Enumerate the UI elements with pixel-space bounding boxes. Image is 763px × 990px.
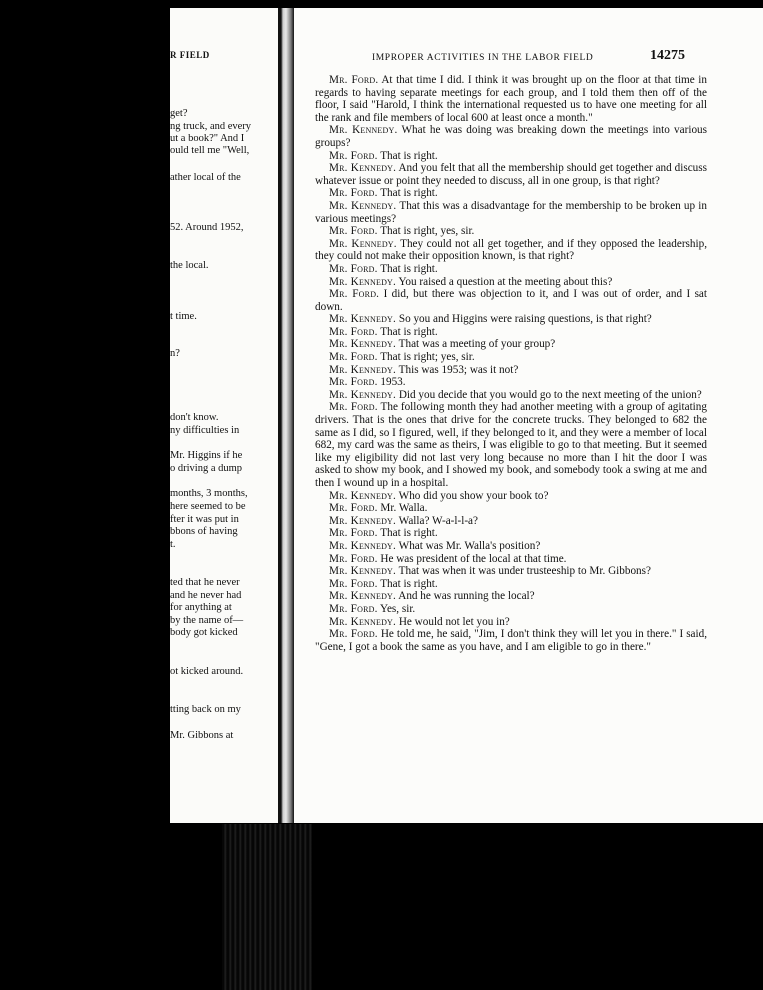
speech-text: That is right.	[380, 527, 438, 540]
speaker-name: Mr. Kennedy.	[329, 514, 397, 527]
speaker-name: Mr. Ford.	[329, 149, 378, 162]
speaker-name: Mr. Kennedy.	[329, 162, 397, 175]
testimony-paragraph	[315, 389, 707, 402]
speaker-name: Mr. Ford.	[329, 187, 378, 200]
testimony-paragraph	[315, 124, 707, 149]
speaker-name: Mr. Kennedy.	[329, 539, 397, 552]
testimony-paragraph	[315, 603, 707, 616]
speech-text: Yes, sir.	[379, 602, 416, 615]
testimony-paragraph	[315, 376, 707, 389]
left-page-line: the local.	[170, 260, 209, 271]
left-page-line: t time.	[170, 311, 197, 322]
speaker-name: Mr. Ford.	[329, 527, 378, 540]
left-page-line: t.	[170, 539, 176, 550]
speaker-name: Mr. Ford.	[329, 225, 378, 238]
speaker-name: Mr. Kennedy.	[329, 313, 397, 326]
speech-text: He would not let you in?	[398, 615, 510, 628]
speaker-name: Mr. Kennedy.	[329, 363, 397, 376]
testimony-paragraph	[315, 238, 707, 263]
speech-text: What he was doing was breaking down the meetings into various groups?	[315, 124, 707, 149]
left-page	[170, 8, 282, 823]
testimony-paragraph	[315, 263, 707, 276]
left-page-line: bbons of having	[170, 526, 238, 537]
testimony-paragraph	[315, 225, 707, 238]
testimony-paragraph	[315, 162, 707, 187]
left-page-line: ut a book?" And I	[170, 133, 245, 144]
speech-text: That was when it was under trusteeship to Mr. Gibbons?	[398, 565, 651, 578]
left-page-line: and he never had	[170, 590, 242, 601]
speech-text: Mr. Walla.	[380, 502, 428, 515]
testimony-paragraph	[315, 351, 707, 364]
left-page-line: months, 3 months,	[170, 488, 248, 499]
speaker-name: Mr. Ford.	[329, 288, 380, 301]
speech-text: They could not all get together, and if they opposed the leadership, they could not make their opposition known, is that right?	[315, 237, 707, 263]
left-page-line: Mr. Gibbons at	[170, 730, 234, 741]
speech-text: He told me, he said, "Jim, I don't think they will let you in there." I said, "Gene, I got a book the same as you have, and I am eligible to go in there."	[315, 628, 708, 653]
left-page-line: o driving a dump	[170, 463, 243, 474]
speaker-name: Mr. Ford.	[329, 577, 378, 590]
speech-text: That this was a disadvantage for the membership to be broken up in various meetings?	[315, 199, 707, 225]
left-page-line: get?	[170, 108, 188, 119]
left-page-line: ould tell me "Well,	[170, 145, 250, 156]
speaker-name: Mr. Kennedy.	[329, 590, 397, 603]
left-page-line: don't know.	[170, 412, 219, 423]
speech-text: This was 1953; was it not?	[398, 363, 519, 376]
testimony-paragraph	[315, 490, 707, 503]
speaker-name: Mr. Kennedy.	[329, 199, 397, 212]
speech-text: What was Mr. Walla's position?	[398, 539, 541, 552]
left-page-line: ather local of the	[170, 172, 241, 183]
speech-text: That is right.	[380, 577, 438, 590]
testimony-paragraph	[315, 527, 707, 540]
testimony-paragraph	[315, 565, 707, 578]
speech-text: At that time I did. I think it was brought up on the floor at that time in regards to having separate meetings for each group, and I told them then off of the floor, I said "Harold, I think the international requested us to have one meeting for all the rank and file members of local 600 at least once a month."	[315, 74, 707, 124]
testimony-paragraph	[315, 200, 707, 225]
left-page-line: for anything at	[170, 602, 232, 613]
left-page-line: n?	[170, 348, 180, 359]
testimony-paragraph	[315, 187, 707, 200]
left-page-line: 52. Around 1952,	[170, 222, 244, 233]
speaker-name: Mr. Ford.	[329, 262, 378, 275]
speaker-name: Mr. Kennedy.	[329, 615, 397, 628]
testimony-paragraph	[315, 326, 707, 339]
speech-text: That was a meeting of your group?	[398, 338, 556, 351]
testimony-paragraph	[315, 288, 707, 313]
speech-text: And you felt that all the membership should get together and discuss whatever issue or point they needed to discuss, all in one group, is that right?	[315, 162, 707, 187]
speaker-name: Mr. Kennedy.	[329, 275, 397, 288]
testimony-paragraph	[315, 590, 707, 603]
speaker-name: Mr. Kennedy.	[329, 124, 398, 137]
speaker-name: Mr. Kennedy.	[329, 388, 397, 401]
speech-text: He was president of the local at that time.	[380, 552, 567, 565]
speaker-name: Mr. Ford.	[329, 401, 378, 414]
testimony-paragraph	[315, 616, 707, 629]
transcript-body	[315, 74, 707, 653]
testimony-paragraph	[315, 150, 707, 163]
testimony-paragraph	[315, 515, 707, 528]
left-page-line: ny difficulties in	[170, 425, 240, 436]
speaker-name: Mr. Kennedy.	[329, 338, 397, 351]
speech-text: 1953.	[380, 376, 406, 389]
testimony-paragraph	[315, 276, 707, 289]
speech-text: That is right.	[380, 149, 438, 162]
speaker-name: Mr. Ford.	[329, 502, 378, 515]
testimony-paragraph	[315, 401, 707, 489]
book-spine-shadow	[222, 824, 312, 990]
speech-text: The following month they had another meeting with a group of agitating drivers. That is the ones that drive for the concrete trucks. They belonged to 682 the same as I did, so I figured, well, if they belonged to it, and they were a member of local 682, my card was the same as theirs, I was eligible to go to that meeting. But it seemed like my eligibility did not last very long because no more than I hit the door I was asked to show my book, and I showed my book, and somebody took a swing at me and then I wound up in a hospital.	[315, 401, 707, 489]
left-page-line: here seemed to be	[170, 501, 246, 512]
speech-text: That is right.	[380, 325, 438, 338]
speech-text: That is right.	[380, 187, 438, 200]
speaker-name: Mr. Kennedy.	[329, 237, 397, 250]
speaker-name: Mr. Kennedy.	[329, 565, 397, 578]
left-page-line: ng truck, and every	[170, 121, 252, 132]
testimony-paragraph	[315, 553, 707, 566]
left-page-line: Mr. Higgins if he	[170, 450, 243, 461]
speech-text: That is right; yes, sir.	[380, 351, 475, 364]
right-page	[294, 8, 763, 823]
speech-text: So you and Higgins were raising questions, is that right?	[398, 313, 652, 326]
testimony-paragraph	[315, 74, 707, 124]
scan-background	[0, 823, 763, 990]
left-running-head: R FIELD	[170, 50, 210, 60]
speech-text: Who did you show your book to?	[398, 489, 549, 502]
speech-text: That is right, yes, sir.	[380, 225, 475, 238]
speaker-name: Mr. Kennedy.	[329, 489, 397, 502]
testimony-paragraph	[315, 313, 707, 326]
speaker-name: Mr. Ford.	[329, 628, 378, 641]
speaker-name: Mr. Ford.	[329, 74, 379, 86]
left-page-line: ted that he never	[170, 577, 240, 588]
testimony-paragraph	[315, 540, 707, 553]
left-page-line: body got kicked	[170, 627, 238, 638]
running-head: IMPROPER ACTIVITIES IN THE LABOR FIELD	[372, 53, 594, 63]
speaker-name: Mr. Ford.	[329, 325, 378, 338]
testimony-paragraph	[315, 628, 707, 653]
left-page-line: ot kicked around.	[170, 666, 244, 677]
speaker-name: Mr. Ford.	[329, 552, 378, 565]
speech-text: And he was running the local?	[398, 590, 535, 603]
book-gutter	[278, 8, 294, 826]
page-number: 14275	[650, 48, 685, 63]
speaker-name: Mr. Ford.	[329, 351, 378, 364]
testimony-paragraph	[315, 364, 707, 377]
left-page-line: tting back on my	[170, 704, 241, 715]
testimony-paragraph	[315, 578, 707, 591]
left-page-line: fter it was put in	[170, 514, 239, 525]
speech-text: You raised a question at the meeting about this?	[398, 275, 613, 288]
speaker-name: Mr. Ford.	[329, 376, 378, 389]
left-page-line: by the name of—	[170, 615, 244, 626]
speaker-name: Mr. Ford.	[329, 602, 378, 615]
speech-text: I did, but there was objection to it, and I was out of order, and I sat down.	[315, 288, 707, 313]
speech-text: That is right.	[380, 262, 438, 275]
speech-text: Did you decide that you would go to the next meeting of the union?	[398, 388, 702, 401]
testimony-paragraph	[315, 338, 707, 351]
speech-text: Walla? W-a-l-l-a?	[398, 514, 478, 527]
testimony-paragraph	[315, 502, 707, 515]
